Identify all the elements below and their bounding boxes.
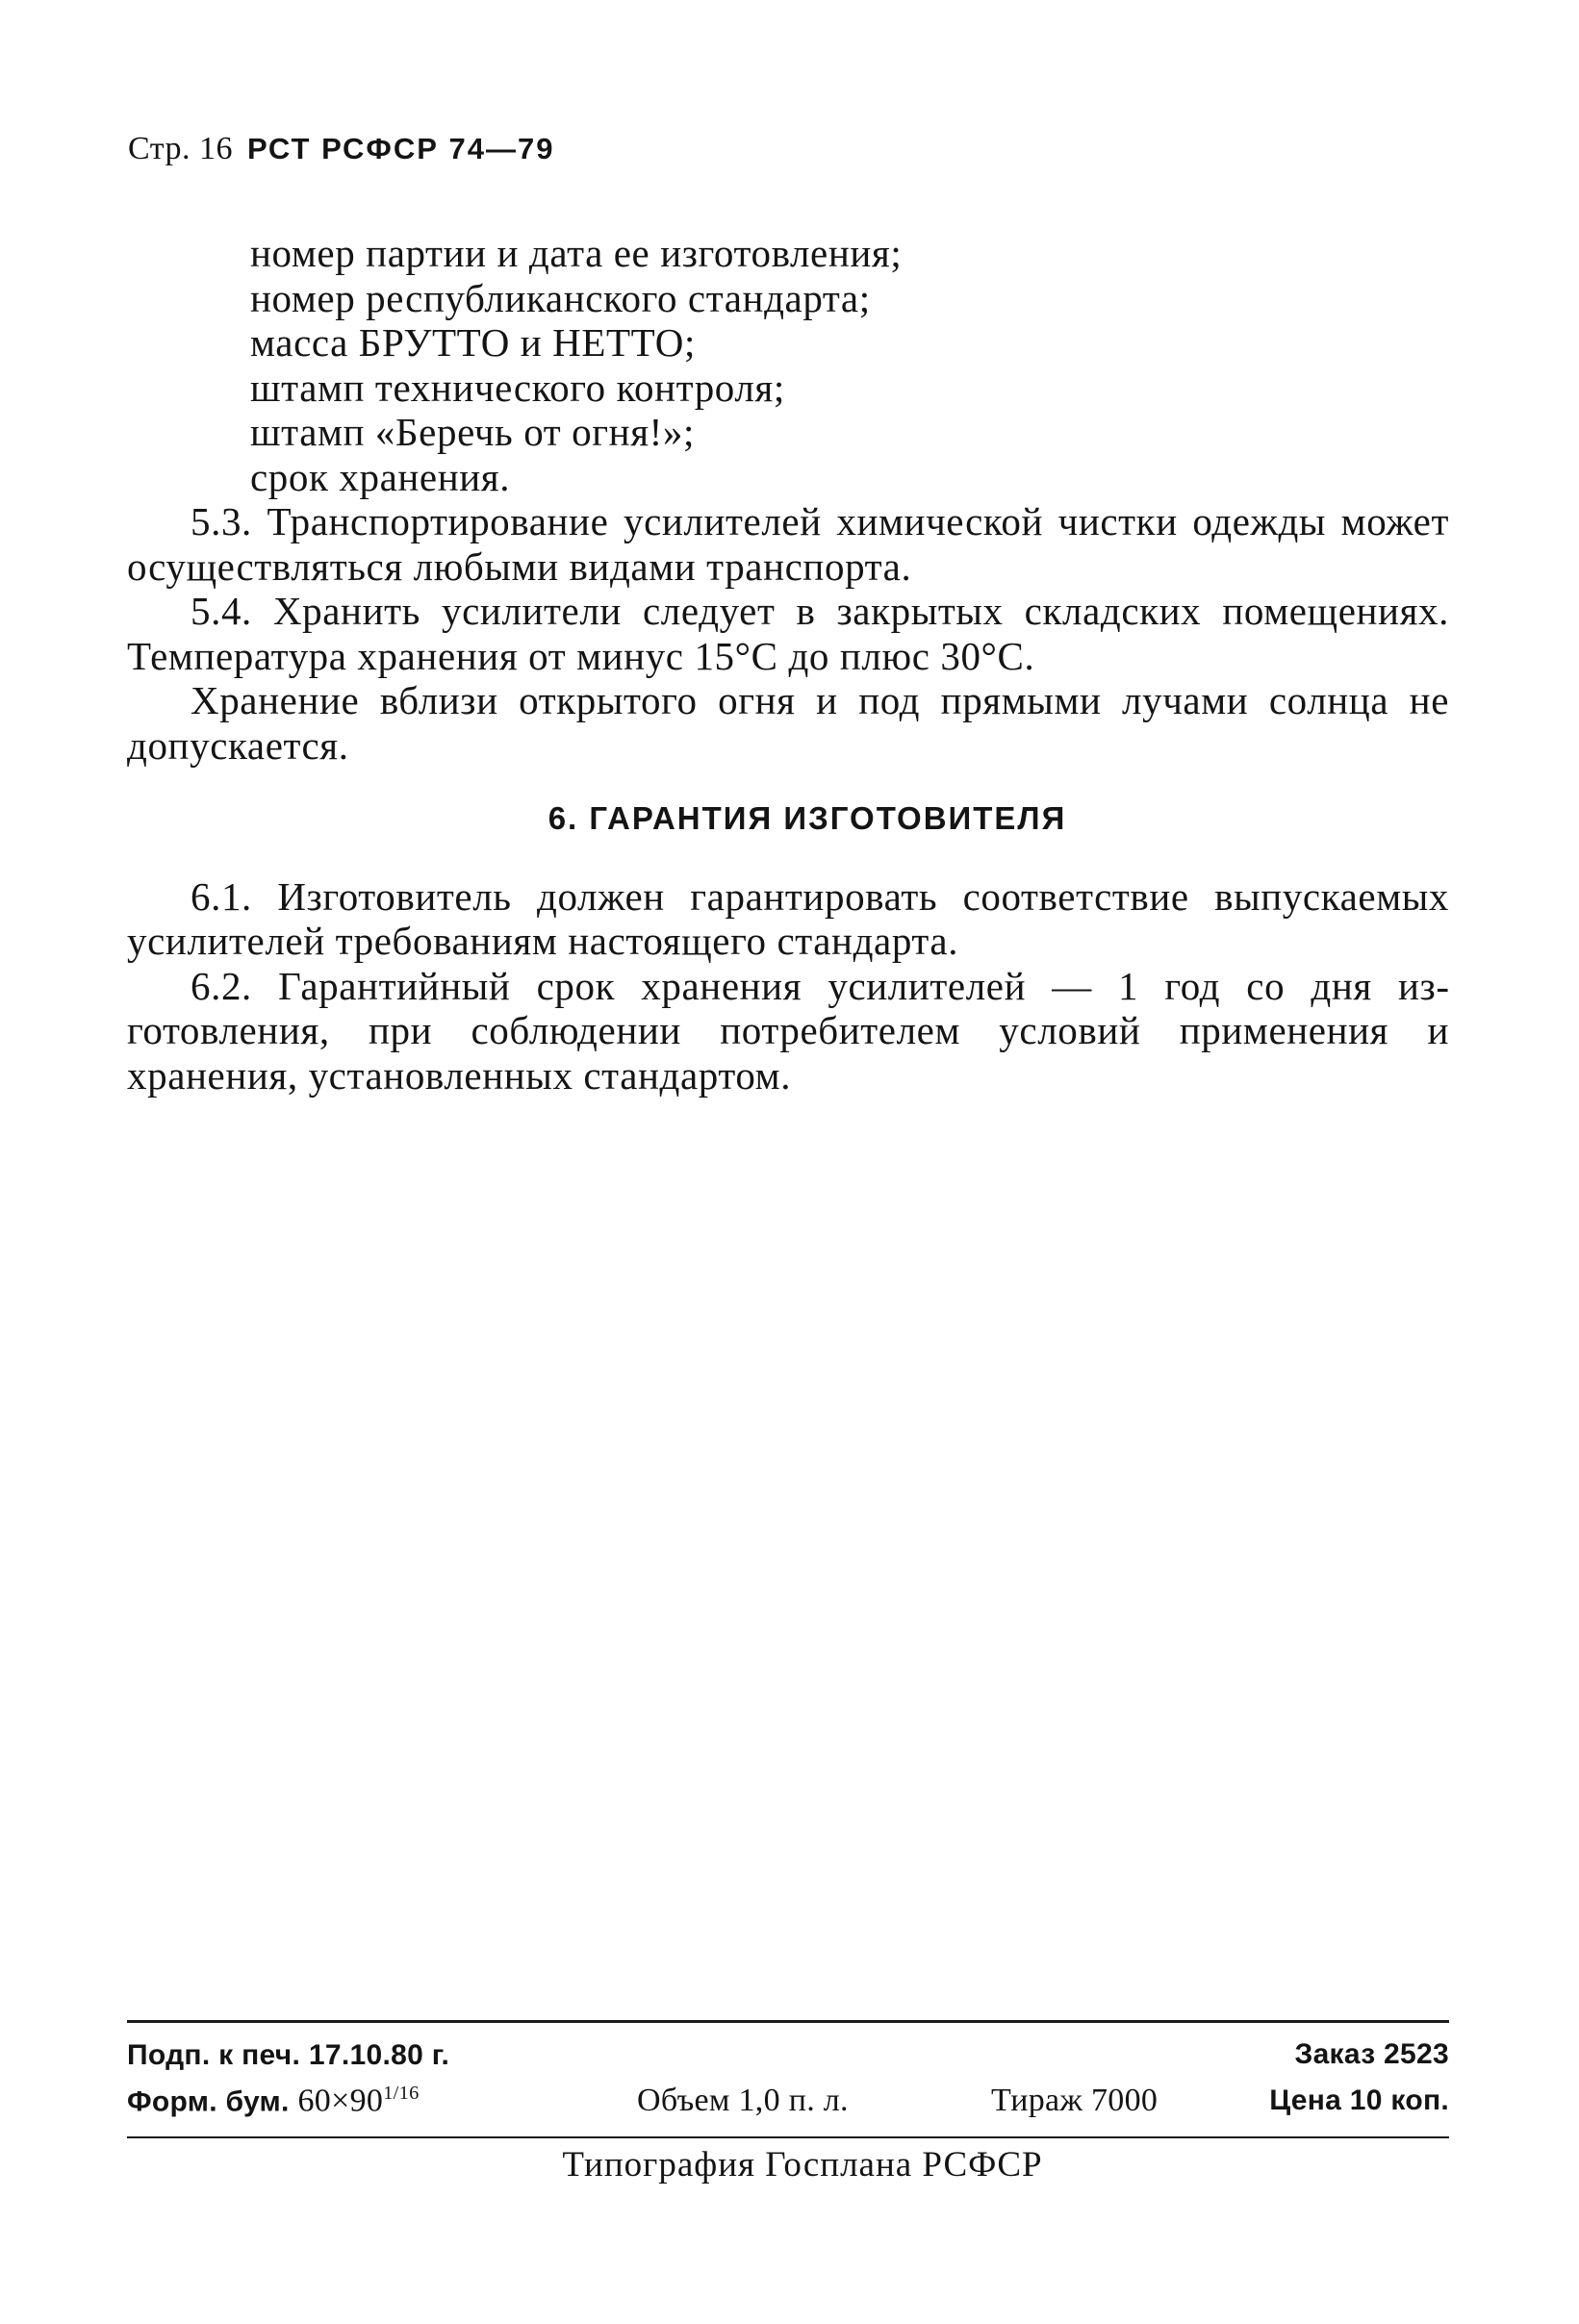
signed-to-print — [127, 2036, 449, 2073]
list-item: штамп «Беречь от огня!»; — [250, 410, 695, 454]
standard-designation: РСТ РСФСР 74—79 — [247, 132, 555, 165]
signed-date: 17.10.80 г. — [308, 2039, 450, 2071]
paper-format-value: 60×90 — [297, 2083, 384, 2119]
order-number: Заказ 2523 — [1294, 2038, 1449, 2070]
paper-label: Форм. бум. — [127, 2085, 290, 2118]
paragraph-6-1: 6.1. Изготовитель должен гарантировать соответствие выпускаемых усилителей требованиям настоящего стандарта. — [127, 873, 1449, 963]
body-text — [127, 231, 1449, 1098]
imprint-block — [127, 2020, 1449, 2185]
paragraph-6-2: 6.2. Гарантийный срок хранения усилителей — 1 год со дня изготовления, при соблюдении потребителем условий применения и хранения, установленных стандартом. — [127, 963, 1449, 1098]
paragraph-storage-note: Хранение вблизи открытого огня и под прямыми лучами солнца не допускается. — [127, 678, 1449, 768]
section-title: 6. ГАРАНТИЯ ИЗГОТОВИТЕЛЯ — [548, 800, 1067, 836]
imprint-row-1 — [127, 2031, 1449, 2081]
list-item: штамп технического контроля; — [250, 365, 785, 410]
paper-fraction: 1/16 — [383, 2083, 420, 2104]
price: Цена 10 коп. — [1269, 2084, 1449, 2116]
list-item: срок хранения. — [250, 454, 511, 499]
imprint-top-rule — [127, 2020, 1449, 2023]
paragraph-5-4: 5.4. Хранить усилители следует в закрытых складских помещениях. Температура хранения от минус 15°С до плюс 30°С. — [127, 589, 1449, 678]
paragraph-5-3: 5.3. Транспортирование усилителей химической чистки одежды может осуществляться любыми видами транспорта. — [127, 499, 1449, 589]
list-item: масса БРУТТО и НЕТТО; — [250, 320, 696, 365]
circulation: Тираж 7000 — [991, 2083, 1159, 2118]
printer-name: Типография Госплана РСФСР — [562, 2145, 1043, 2185]
imprint-row-2 — [127, 2081, 1449, 2131]
imprint-bottom-rule — [127, 2136, 1449, 2138]
paper-format — [127, 2083, 420, 2119]
list-item: номер партии и дата ее изготовления; — [250, 231, 903, 275]
volume: Объем 1,0 п. л. — [637, 2083, 849, 2118]
list-item: номер республиканского стандарта; — [250, 275, 871, 320]
signed-label: Подп. к печ. — [127, 2039, 301, 2071]
page-header — [128, 133, 554, 165]
page-number-label: Стр. 16 — [128, 131, 234, 166]
